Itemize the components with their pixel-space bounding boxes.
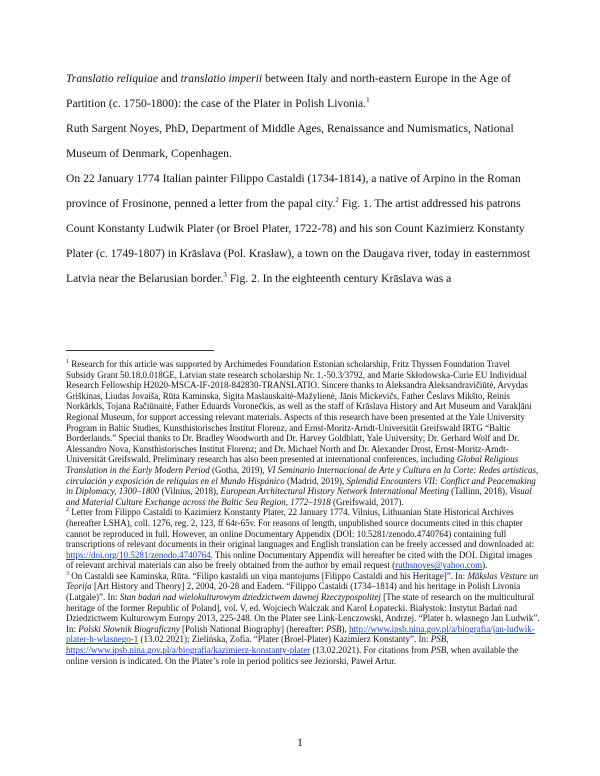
fn1-text-f: (Greifswald, 2017). [330,496,404,507]
fn1-text-e: (Tallinn, 2018), [448,486,510,497]
fn1-text-d: (Vilnius, 2018), [159,486,221,497]
footnote-number: 1 [66,359,69,365]
footnotes [66,359,540,666]
footnote-ref-3[interactable]: 3 [223,271,227,280]
fn1-text-a: Research for this article was supported by Archimedes Foundation Estonian scholarship, Fritz Thyssen Foundation Travel Subsidy Grant 50.18.0.018GE, Latvian state research scholarship Nr. 1.-50.3/3792, and Marie Skłodowska-Curie EU Individual Research Fellowship H2020-MSCA-IF-2018-842830-TRANSLATIO. Sincere thanks to Aleksandra Aleksandravičiūtė, Arvydas Griškinas, Liudas Jovaiša, Rūta Kaminska, Sigita Maslauskaitė-Mažylienė, Jānis Mickevičs, Father Česlavs Mikšto, Reinis Norkārkls, Tojana Račiūnaitė, Father Eduards Voronečkis, as well as the staff of Krāslava History and Art Museum and Varakļāni Regional Museum, for support accessing relevant materials. Aspects of this research have been presented at the Yale University Program in Baltic Studies, Kunsthistorisches Institut Florenz, and Ernst-Moritz-Arndt-Universität Greifswald IRTG “Baltic Borderlands.” Special thanks to Dr. Bradley Woodworth and Dr. Harvey Goldblatt, Yale University; Dr. Gerhard Wolf and Dr. Alessandro Nova, Kunsthistorisches Institut Florenz; and Dr. Michael North and Dr. Alexander Drost, Ernst-Moritz-Arndt-Universität Greifswald. Preliminary research has also been presented at international conferences, including [66,359,532,465]
page-number: 1 [297,737,303,749]
footnote-number: 2 [66,507,69,514]
fn3-text-j: , when available the online version is indicated. On the Plater’s role in period politics see Jeziorski, Paweł Artur. [66,645,519,666]
footnote-1 [66,359,540,507]
psb-link-2[interactable]: https://www.ipsb.nina.gov.pl/a/biografia/kazimierz-konstanty-plater [66,645,311,656]
footnote-number: 3 [66,570,69,577]
title-italic-2: translatio imperii [180,72,263,85]
fn1-italic-3: Splendid Encounters VII: Conflict and Peacemaking in Diplomacy, 1300–1800 [66,475,536,497]
title-and: and [158,72,181,85]
fn3-text-f: (13.02.2021); Zielińska, Zofia. “Plater (Broel-Plater) Kazimierz Konstanty”. In: [138,634,431,645]
fn2-text-a: Letter from Filippo Castaldi to Kazimierz Konstanty Plater, 22 January 1774. Vilnius, Lithuanian State Historical Archives (hereafter LSHA), coll. 1276, reg. 2, 123, ff 64r-65v. For reasons of length, unpublished source documents cited in this chapter cannot be reproduced in full. However, an online Documentary Appendix (DOI: 10.5281/zenodo.4740764) containing full transcriptions of relevant documents in their original languages and English translation can be freely accessed and downloaded at: [66,507,535,550]
footnote-ref-1[interactable]: 1 [366,96,370,105]
fn1-italic-2: VI Seminario Internacional de Arte y Cultura en la Corte: Redes artísticas, circulación y exposición de reliquias en el Mundo Hispánico [66,464,539,486]
fn3-text-b: [Art History and Theory] 2, 2004, 20-28 and Eadem. “Filippo Castaldi (1734–1814) and his heritage in Polish Livonia (Latgale)”. In: [66,581,521,603]
footnote-3 [66,571,540,666]
para-text-2: Fig. 1. The artist addressed his patrons Count Konstanty Ludwik Plater (or Broel Plater, 1722-78) and his son Count Kazimierz Konstanty Plater (c. 1749-1807) in Krāslava (Pol. Krasław), a town on the Daugava river, today in easternmost Latvia near the Belarusian border. [66,197,531,285]
fn2-text-c: ). [482,560,488,571]
fn1-text-b: (Gotha, 2019), [209,464,267,475]
fn3-text-d: [Polish National Biography] (hereafter: [179,623,326,634]
fn3-text-g: , [446,634,449,645]
fn1-italic-5: Visual and Material Culture Exchange across the Baltic Sea Region, 1772–1918 [66,486,532,507]
fn3-text-c: [The state of research on the multicultural heritage of the former Republic of Poland], vol. V, ed. Wojciech Walczak and Karol Łopatecki. Białystok: Instytut Badań nad Dziedzictwem Kulturowym Europy 2013, 225-248. On the Plater see Link-Lenczowski, Andrzej. “Plater h. własnego Jan Ludwik”. In: [66,592,540,634]
main-text [66,66,540,291]
fn3-italic-6: PSB [430,645,447,656]
fn2-text-b: . This online Documentary Appendix will hereafter be cited with the DOI. Digital images of relevant archival materials can also be freely obtained from the author by email request ( [66,549,533,571]
fn3-text-a: On Castaldi see Kaminska, Rūta. “Filipo kastaldi un viņa mantojums [Filippo Castaldi and his Heritage]”. In: [69,570,468,581]
title-italic-1: Translatio reliquiae [66,72,159,85]
author-line: Ruth Sargent Noyes, PhD, Department of Middle Ages, Renaissance and Numismatics, National Museum of Denmark, Copenhagen. [66,122,514,160]
footnote-separator [66,350,214,351]
article-title [66,66,540,116]
fn1-italic-4: European Architectural History Network International Meeting [220,486,449,497]
email-link[interactable]: ruthsnoyes@yahoo.com [395,560,483,571]
psb-link-1[interactable]: http://www.ipsb.nina.gov.pl/a/biografia/jan-ludwik-plater-h-wlasnego-1 [66,623,535,645]
fn3-italic-4: PSB [325,623,342,634]
fn1-text-c: (Madrid, 2019), [284,475,347,486]
footnote-2 [66,507,540,571]
para-text-3: Fig. 2. In the eighteenth century Krāslava was a [226,272,452,285]
para-text-1: On 22 January 1774 Italian painter Filippo Castaldi (1734-1814), a native of Arpino in the Roman province of Frosinone, penned a letter from the papal city. [66,172,521,210]
fn3-italic-1: Mākslas Vēsture un Teorija [66,570,539,592]
title-rest: between Italy and north-eastern Europe in the Age of Partition (c. 1750-1800): the case of the Plater in Polish Livonia. [66,72,511,110]
doi-link[interactable]: https://doi.org/10.5281/zenodo.4740764 [66,549,211,560]
paragraph-1 [66,166,540,291]
fn3-text-h: (13.02.2021). For citations from [310,645,431,656]
fn1-italic-1: Global Religious Translation in the Early Modern Period [66,454,519,475]
fn3-italic-5: PSB [430,634,447,645]
fn3-italic-2: Stan badań nad wielokulturowym dziedzictwem dawnej Rzeczypospolitej [119,592,381,603]
fn3-italic-3: Polski Słownik Biograficzny [78,623,180,634]
fn3-text-e: ), [341,623,349,634]
footnote-ref-2[interactable]: 2 [335,196,339,205]
